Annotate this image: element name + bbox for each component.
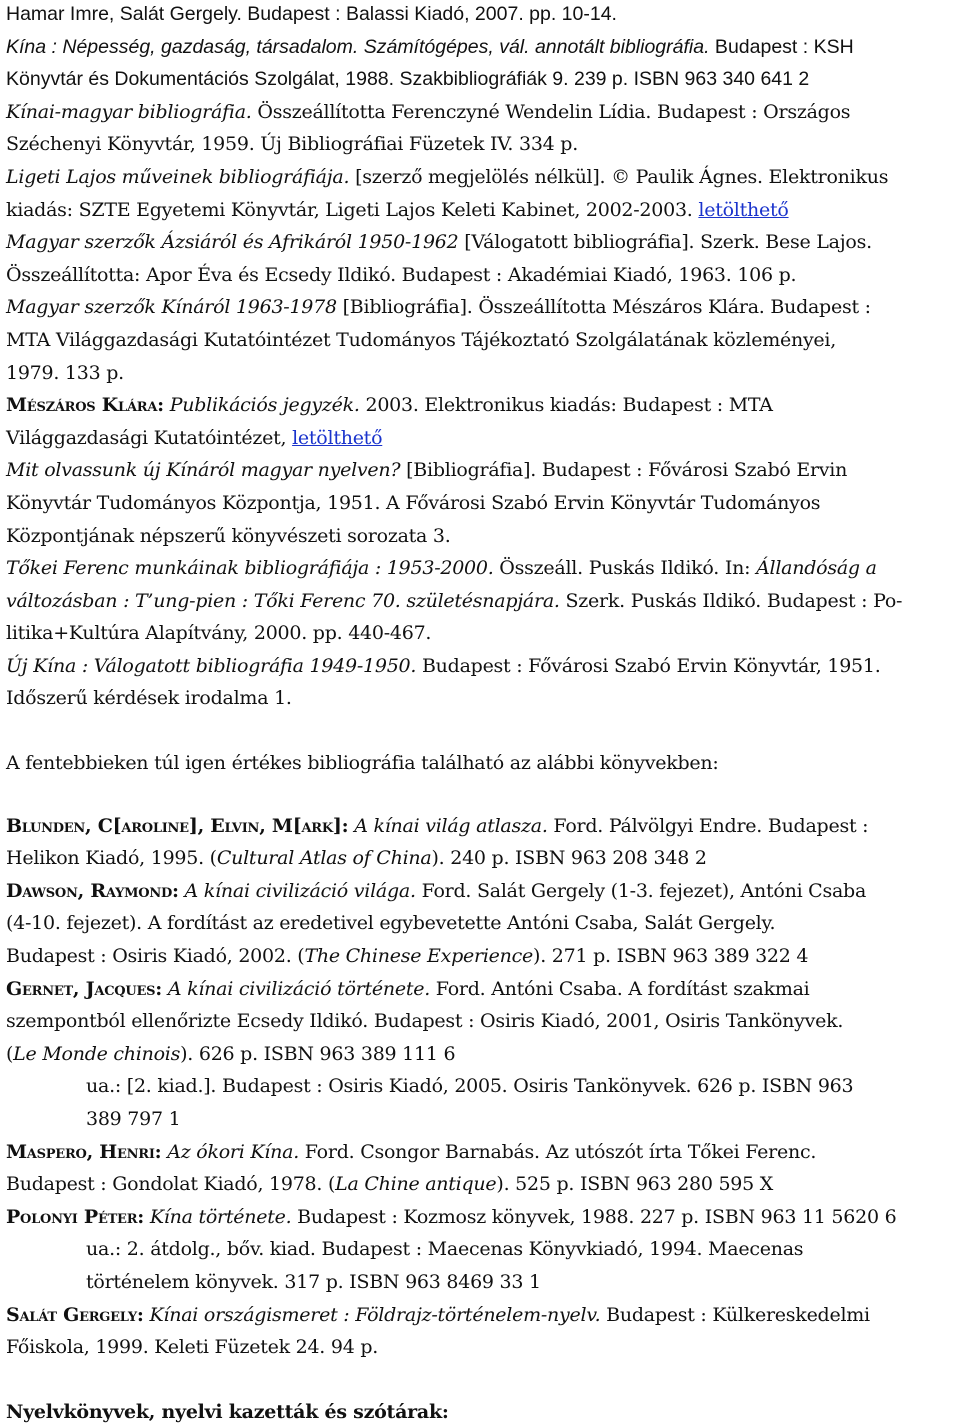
text-line: Központjának népszerű könyvészeti sorozata 3. bbox=[6, 524, 451, 547]
text-line: Könyvtár és Dokumentációs Szolgálat, 1988. Szakbibliográfiák 9. 239 p. ISBN 963 340 641 2 bbox=[6, 68, 810, 91]
entry-title: Új Kína : Válogatott bibliográfia 1949-1950. bbox=[6, 654, 417, 677]
bib-entry: Mészáros Klára: Publikációs jegyzék. 2003. Elektronikus kiadás: Budapest : MTA bbox=[6, 394, 773, 417]
spacer bbox=[6, 1364, 954, 1396]
text-line: történelem könyvek. 317 p. ISBN 963 8469 33 1 bbox=[86, 1270, 541, 1293]
text-line: litika+Kultúra Alapítvány, 2000. pp. 440-467. bbox=[6, 622, 432, 645]
text-line: MTA Világgazdasági Kutatóintézet Tudományos Tájékoztató Szolgálatának közleményei, bbox=[6, 328, 837, 351]
text-line: változásban : T’ung-pien : Tőki Ferenc 70. születésnapjára. Szerk. Puskás Ildikó. Budapest : Po- bbox=[6, 589, 903, 612]
bib-entry: Új Kína : Válogatott bibliográfia 1949-1950. Budapest : Fővárosi Szabó Ervin Könyvtár, 1951. bbox=[6, 654, 881, 677]
entry-title: Kína története. bbox=[149, 1205, 292, 1228]
bib-entry: Gernet, Jacques: A kínai civilizáció története. Ford. Antóni Csaba. A fordítást szakmai bbox=[6, 977, 810, 1000]
entry-title: Publikációs jegyzék. bbox=[169, 394, 360, 417]
bib-entry: Blunden, C[aroline], Elvin, M[ark]: A kínai világ atlasza. Ford. Pálvölgyi Endre. Budapest : bbox=[6, 814, 869, 837]
bib-entry: Polonyi Péter: Kína története. Budapest : Kozmosz könyvek, 1988. 227 p. ISBN 963 11 5620 6 bbox=[6, 1205, 897, 1228]
entry-title: Tőkei Ferenc munkáinak bibliográfiája : 1953-2000. bbox=[6, 557, 494, 580]
text-line: Budapest : Gondolat Kiadó, 1978. (La Chine antique). 525 p. ISBN 963 280 595 X bbox=[6, 1173, 774, 1196]
bib-entry: Maspero, Henri: Az ókori Kína. Ford. Csongor Barnabás. Az utószót írta Tőkei Ferenc. bbox=[6, 1140, 817, 1163]
text-line: ua.: [2. kiad.]. Budapest : Osiris Kiadó, 2005. Osiris Tankönyvek. 626 p. ISBN 963 bbox=[86, 1075, 854, 1098]
bib-entry: Magyar szerzők Kínáról 1963-1978 [Bibliográfia]. Összeállította Mészáros Klára. Budapest : bbox=[6, 296, 871, 319]
bib-entry: Salát Gergely: Kínai országismeret : Földrajz-történelem-nyelv. Budapest : Külkereskedelmi bbox=[6, 1303, 870, 1326]
author-name: Gernet, Jacques: bbox=[6, 977, 163, 1000]
text-line: ua.: 2. átdolg., bőv. kiad. Budapest : Maecenas Könyvkiadó, 1994. Maecenas bbox=[86, 1238, 804, 1261]
text-line: Helikon Kiadó, 1995. (Cultural Atlas of China). 240 p. ISBN 963 208 348 2 bbox=[6, 847, 707, 870]
bib-entry: Dawson, Raymond: A kínai civilizáció világa. Ford. Salát Gergely (1-3. fejezet), Antóni Csaba bbox=[6, 879, 867, 902]
entry-title: Mit olvassunk új Kínáról magyar nyelven? bbox=[6, 459, 401, 482]
bib-entry: Kínai-magyar bibliográfia. Összeállította Ferenczyné Wendelin Lídia. Budapest : Országos bbox=[6, 100, 851, 123]
text-line: Összeállította: Apor Éva és Ecsedy Ildikó. Budapest : Akadémiai Kiadó, 1963. 106 p. bbox=[6, 263, 797, 286]
text-line: (Le Monde chinois). 626 p. ISBN 963 389 111 6 bbox=[6, 1042, 456, 1065]
text-line: (4-10. fejezet). A fordítást az eredetivel egybevetette Antóni Csaba, Salát Gergely. bbox=[6, 912, 776, 935]
download-link[interactable]: letölthető bbox=[292, 426, 383, 449]
bib-entry: Tőkei Ferenc munkáinak bibliográfiája : 1953-2000. Összeáll. Puskás Ildikó. In: Állandóság a bbox=[6, 557, 877, 580]
entry-title: A kínai civilizáció világa. bbox=[184, 879, 416, 902]
intro-paragraph: A fentebbieken túl igen értékes bibliográfia található az alábbi könyvekben: bbox=[6, 752, 719, 775]
author-name: Blunden, C[aroline], Elvin, M[ark]: bbox=[6, 814, 349, 837]
text-line: Hamar Imre, Salát Gergely. Budapest : Balassi Kiadó, 2007. pp. 10-14. bbox=[6, 3, 617, 25]
text-line: szempontból ellenőrizte Ecsedy Ildikó. Budapest : Osiris Kiadó, 2001, Osiris Tankönyvek. bbox=[6, 1010, 844, 1033]
author-name: Salát Gergely: bbox=[6, 1303, 144, 1326]
entry-title: Ligeti Lajos műveinek bibliográfiája. bbox=[6, 165, 350, 188]
text-line: Főiskola, 1999. Keleti Füzetek 24. 94 p. bbox=[6, 1336, 379, 1359]
text-line: Budapest : Osiris Kiadó, 2002. (The Chinese Experience). 271 p. ISBN 963 389 322 4 bbox=[6, 945, 809, 968]
text-line: Széchenyi Könyvtár, 1959. Új Bibliográfiai Füzetek IV. 334 p. bbox=[6, 133, 578, 156]
bib-entry: Ligeti Lajos műveinek bibliográfiája. [szerző megjelölés nélkül]. © Paulik Ágnes. Elektronikus bbox=[6, 165, 889, 188]
entry-title: Az ókori Kína. bbox=[167, 1140, 299, 1163]
entry-title: A kínai világ atlasza. bbox=[354, 814, 548, 837]
bib-entry: Kína : Népesség, gazdaság, társadalom. Számítógépes, vál. annotált bibliográfia. Budapest : KSH bbox=[6, 35, 854, 58]
text-line: Időszerű kérdések irodalma 1. bbox=[6, 687, 292, 710]
text-line: Világgazdasági Kutatóintézet, letölthető bbox=[6, 426, 383, 449]
text-line: 1979. 133 p. bbox=[6, 361, 124, 384]
download-link[interactable]: letölthető bbox=[698, 198, 789, 221]
entry-title: Magyar szerzők Ázsiáról és Afrikáról 1950-1962 bbox=[6, 231, 459, 254]
bib-entry: Magyar szerzők Ázsiáról és Afrikáról 1950-1962 [Válogatott bibliográfia]. Szerk. Bese Lajos. bbox=[6, 231, 872, 254]
author-name: Polonyi Péter: bbox=[6, 1205, 145, 1228]
text-line: kiadás: SZTE Egyetemi Könyvtár, Ligeti Lajos Keleti Kabinet, 2002-2003. letölthető bbox=[6, 198, 789, 221]
entry-title: A kínai civilizáció története. bbox=[167, 977, 431, 1000]
bib-entry: Mit olvassunk új Kínáról magyar nyelven? [Bibliográfia]. Budapest : Fővárosi Szabó Ervin bbox=[6, 459, 848, 482]
author-name: Dawson, Raymond: bbox=[6, 879, 179, 902]
spacer bbox=[6, 780, 954, 810]
author-name: Mészáros Klára: bbox=[6, 394, 164, 417]
entry-title: Magyar szerzők Kínáról 1963-1978 bbox=[6, 296, 337, 319]
entry-title: Kína : Népesség, gazdaság, társadalom. Számítógépes, vál. annotált bibliográfia. bbox=[6, 35, 710, 58]
author-name: Maspero, Henri: bbox=[6, 1140, 162, 1163]
spacer bbox=[6, 715, 954, 747]
entry-title: Kínai-magyar bibliográfia. bbox=[6, 100, 252, 123]
text-line: 389 797 1 bbox=[86, 1108, 181, 1130]
entry-title: Kínai országismeret : Földrajz-történelem-nyelv. bbox=[149, 1303, 601, 1326]
text-line: Könyvtár Tudományos Központja, 1951. A Fővárosi Szabó Ervin Könyvtár Tudományos bbox=[6, 491, 821, 514]
section-heading: Nyelvkönyvek, nyelvi kazetták és szótárak: bbox=[6, 1400, 449, 1423]
